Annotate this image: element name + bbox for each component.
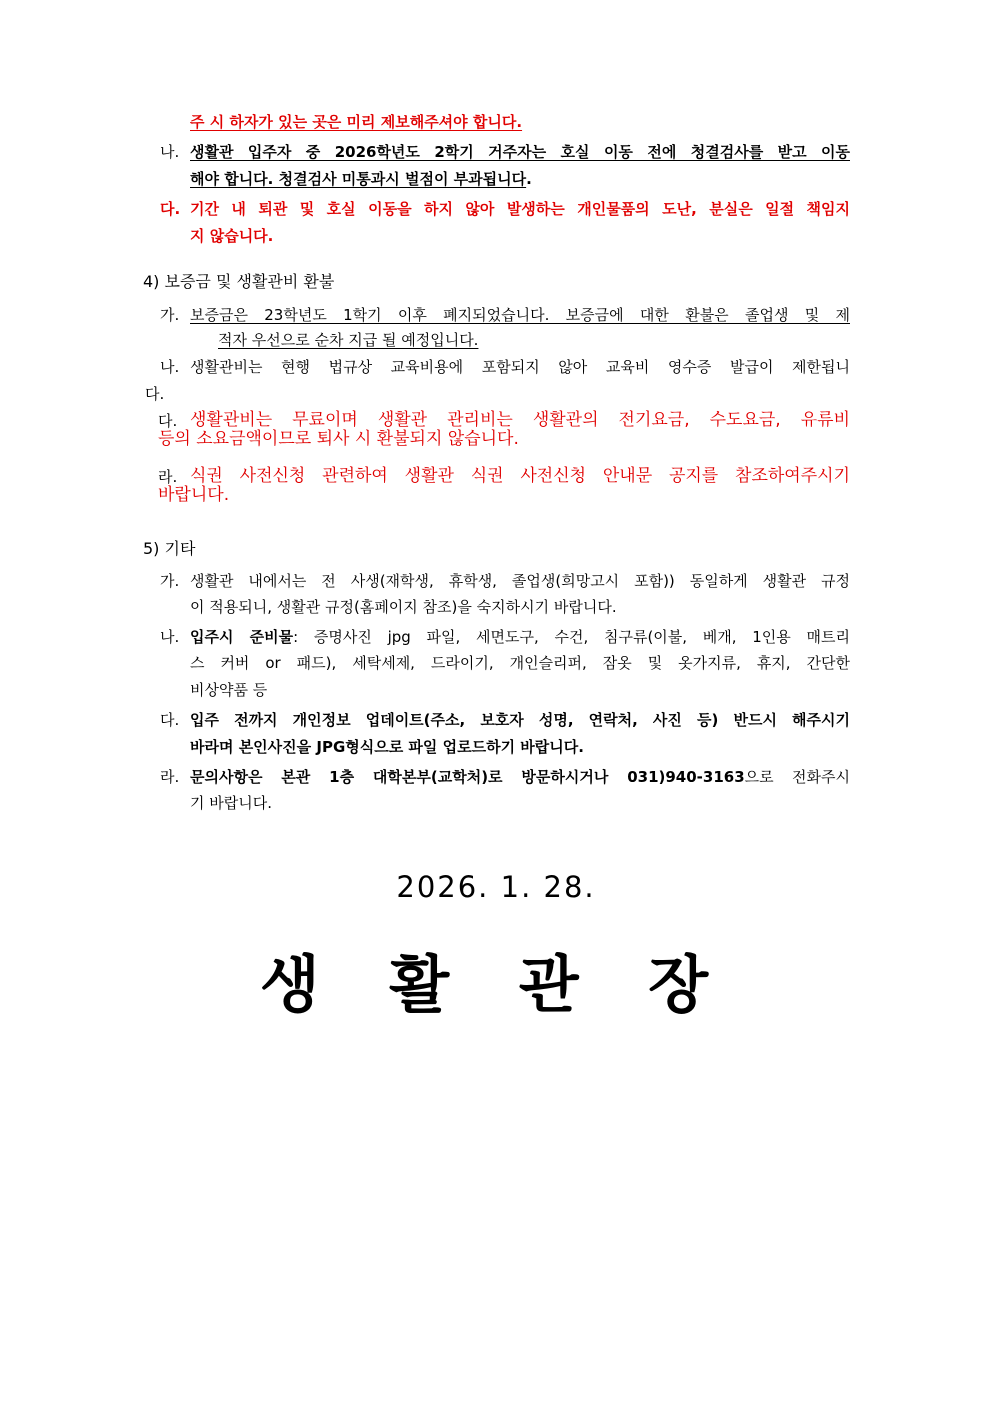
item-marker: 나.: [160, 358, 180, 376]
item-marker: 다.: [160, 200, 181, 218]
item-marker: 나.: [160, 143, 180, 161]
fee-free-line2: 등의 소요금액이므로 퇴사 시 환불되지 않습니다.: [158, 429, 519, 449]
info-update-line1: 입주 전까지 개인정보 업데이트(주소, 보호자 성명, 연락처, 사진 등) 반드시 해주시기: [190, 711, 850, 729]
meal-ticket-line1: 식권 사전신청 관련하여 생활관 식권 사전신청 안내문 공지를 참조하여주시기: [190, 466, 850, 486]
fee-free-line1: 생활관비는 무료이며 생활관 관리비는 생활관의 전기요금, 수도요금, 유류비: [190, 410, 850, 430]
document-date: 2026. 1. 28.: [396, 870, 596, 904]
liability-notice-line2: 지 않습니다.: [190, 227, 274, 245]
item-marker: 가.: [160, 572, 180, 590]
item-marker: 라.: [158, 468, 178, 486]
deposit-line1: 보증금은 23학년도 1학기 이후 폐지되었습니다. 보증금에 대한 환불은 졸업생 및 제: [190, 306, 850, 324]
item-marker: 라.: [160, 768, 180, 786]
signature-title: 생 활 관 장: [259, 948, 733, 1021]
rules-line1: 생활관 내에서는 전 사생(재학생, 휴학생, 졸업생(희망고시 포함)) 동일하게 생활관 규정: [190, 572, 850, 590]
info-update-line2: 바라며 본인사진을 JPG형식으로 파일 업로드하기 바랍니다.: [190, 738, 584, 756]
deposit-line2: 적자 우선으로 순차 지급 될 예정입니다.: [218, 331, 479, 349]
item-marker: 다.: [160, 711, 180, 729]
supplies-line1: 입주시 준비물: 증명사진 jpg 파일, 세면도구, 수건, 침구류(이불, 베개, 1인용 매트리: [190, 628, 850, 646]
cleaning-inspection-line2: 해야 합니다. 청결검사 미통과시 벌점이 부과됩니다.: [190, 170, 532, 188]
continued-note: 주 시 하자가 있는 곳은 미리 제보해주셔야 합니다.: [190, 113, 523, 131]
meal-ticket-line2: 바랍니다.: [158, 485, 230, 505]
cleaning-inspection-line1: 생활관 입주자 중 2026학년도 2학기 거주자는 호실 이동 전에 청결검사를 받고 이동: [190, 143, 850, 161]
inquiry-line1: 문의사항은 본관 1층 대학본부(교학처)로 방문하시거나 031)940-3163으로 전화주시: [190, 768, 850, 786]
supplies-line3: 비상약품 등: [190, 681, 268, 699]
item-marker: 다.: [158, 412, 178, 430]
item-marker: 나.: [160, 628, 180, 646]
fee-receipt-line1: 생활관비는 현행 법규상 교육비용에 포함되지 않아 교육비 영수증 발급이 제한됩니: [190, 358, 850, 376]
section-heading-etc: 5) 기타: [143, 539, 196, 558]
section-heading-refund: 4) 보증금 및 생활관비 환불: [143, 272, 335, 291]
supplies-line2: 스 커버 or 패드), 세탁세제, 드라이기, 개인슬리퍼, 잠옷 및 옷가지류, 휴지, 간단한: [190, 654, 850, 672]
liability-notice-line1: 기간 내 퇴관 및 호실 이동을 하지 않아 발생하는 개인물품의 도난, 분실은 일절 책임지: [190, 200, 850, 218]
fee-receipt-line2: 다.: [145, 385, 165, 403]
rules-line2: 이 적용되니, 생활관 규정(홈페이지 참조)을 숙지하시기 바랍니다.: [190, 598, 617, 616]
inquiry-line2: 기 바랍니다.: [190, 794, 272, 812]
item-marker: 가.: [160, 306, 180, 324]
